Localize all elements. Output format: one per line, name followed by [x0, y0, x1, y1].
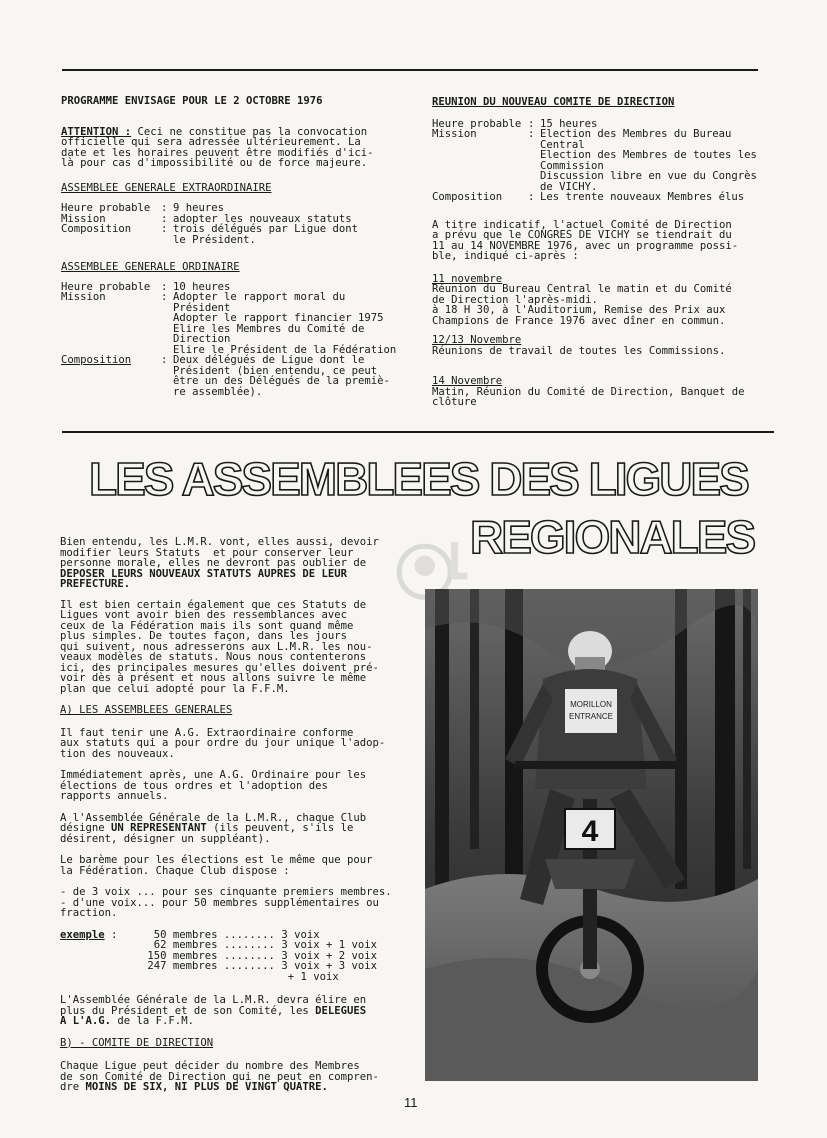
- ago-paragraph: Immédiatement après, une A.G. Ordinaire pour les élections de tous ordres et l'adoption des rapports annuels.: [60, 769, 367, 802]
- section-b-title: B) - COMITE DE DIRECTION: [60, 1036, 214, 1049]
- kv-key: Composition: [61, 354, 132, 366]
- date-12-title: 12/13 Novembre: [432, 334, 522, 346]
- kv-colon: :: [161, 202, 168, 214]
- kv-row: [61, 355, 406, 397]
- exemple-colon: :: [104, 928, 118, 941]
- exemple-rows: [141, 930, 377, 983]
- exemple-row: 50 membres ........ 3 voix: [141, 928, 320, 941]
- attention-line1: Ceci ne constitue pas la convocation: [131, 125, 368, 138]
- kv-key: Mission: [432, 128, 477, 140]
- kv-colon: :: [161, 223, 168, 235]
- kv-value: Adopter le rapport moral du Président Adopter le rapport financier 1975 Elire les Membres du Comité de Direction Elire le Président de la Fédération: [173, 291, 397, 356]
- kv-colon: :: [161, 212, 168, 225]
- exemple-row: 247 membres ........ 3 voix + 3 voix + 1 voix: [147, 960, 377, 983]
- representant-emphasis: UN REPRESENTANT: [111, 822, 207, 834]
- svg-text:ENTRANCE: ENTRANCE: [568, 712, 614, 721]
- kv-key: Composition: [432, 191, 503, 203]
- photo-illustration: [425, 589, 758, 1081]
- reunion-table: [432, 119, 772, 203]
- kv-key: Mission: [61, 212, 106, 225]
- kv-key: Heure probable: [61, 202, 151, 214]
- intro-emphasis: DEPOSER LEURS NOUVEAUX STATUTS AUPRES DE LEUR PREFECTURE.: [60, 567, 348, 590]
- kv-colon: :: [161, 280, 168, 293]
- kv-row: [432, 129, 772, 192]
- ago-table: [61, 282, 406, 398]
- comite-emphasis: MOINS DE SIX, NI PLUS DE VINGT QUATRE.: [85, 1081, 328, 1093]
- vest-text: MORILLON: [570, 700, 612, 709]
- kv-value: 15 heures: [540, 117, 598, 130]
- exemple-row: 62 membres ........ 3 voix + 1 voix: [141, 939, 377, 951]
- programme-column: [61, 96, 406, 397]
- intro-paragraph: Bien entendu, les L.M.R. vont, elles aussi, devoir modifier leurs Statuts et pour conserver leur personne morale, elles ne devront pas oublier de: [60, 536, 379, 569]
- section-a-title: A) LES ASSEMBLEES GENERALES: [60, 704, 233, 716]
- kv-value: Deux délégués de Ligue dont le Président (bien entendu, ce peut être un des Délégués de la premiè- re assemblée).: [173, 354, 390, 398]
- programme-title: PROGRAMME ENVISAGE POUR LE 2 OCTOBRE 1976: [61, 95, 323, 107]
- date-12-text: Réunions de travail de toutes les Commissions.: [432, 344, 726, 357]
- exemple-label: exemple: [60, 928, 105, 941]
- age-table: [61, 203, 406, 245]
- delegues-text-end: de la F.F.M.: [111, 1015, 194, 1027]
- kv-colon: :: [161, 291, 168, 303]
- ligues-article: [60, 537, 420, 1093]
- kv-row: [61, 203, 406, 214]
- top-rule: [62, 69, 758, 71]
- date-11-text: Réunion du Bureau Central le matin et du Comité de Direction l'après-midi. à 18 H 30, à l'Auditorium, Remise des Prix aux Champions de France 1976 avec dîner en commun.: [432, 283, 732, 327]
- representant-paragraph: [60, 813, 420, 845]
- kv-colon: :: [528, 117, 535, 130]
- kv-value: 10 heures: [173, 280, 231, 293]
- kv-value: 9 heures: [173, 202, 225, 214]
- delegues-emphasis: DELEGUES A L'A.G.: [60, 1004, 367, 1027]
- reunion-column: [432, 97, 772, 408]
- trial-rider-photo: [425, 589, 758, 1081]
- bareme-paragraph: Le barème pour les élections est le même que pour la Fédération. Chaque Club dispose :: [60, 854, 373, 877]
- representant-text: A l'Assemblée Générale de la L.M.R., chaque Club désigne: [60, 811, 367, 834]
- kv-value: trois délégués par Ligue dont le Président.: [173, 223, 358, 246]
- delegues-text: L'Assemblée Générale de la L.M.R. devra élire en plus du Président et de son Comité, les: [60, 994, 367, 1017]
- kv-colon: :: [528, 128, 535, 140]
- delegues-paragraph: [60, 995, 420, 1027]
- kv-row: [432, 192, 772, 203]
- kv-value: adopter les nouveaux statuts: [173, 212, 352, 225]
- exemple-block: [60, 930, 420, 983]
- kv-colon: :: [161, 354, 168, 366]
- headline-line2: REGIONALES: [470, 511, 755, 563]
- kv-key: Mission: [61, 291, 106, 303]
- exemple-label-wrap: [60, 930, 141, 983]
- statuts-paragraph: Il est bien certain également que ces Statuts de Ligues vont avoir bien des ressemblances avec ceux de la Fédération mais ils sont quand même plus simples. De toutes façon, dans les jours qui suivent, nous adresserons aux L.M.R. les nou- veaux modèles de statuts. Nous nous contenterons ici, des principales mesures qu'elles doivent pré- voir dès à présent et nous allons suivre le même plan que celui adopté pour la F.F.M.: [60, 598, 379, 695]
- reunion-title: REUNION DU NOUVEAU COMITE DE DIRECTION: [432, 96, 675, 108]
- indicatif-paragraph: A titre indicatif, l'actuel Comité de Direction a prévu que le CONGRES DE VICHY se tiendrait du 11 au 14 NOVEMBRE 1976, avec un programme possi- ble, indiqué ci-après :: [432, 218, 739, 262]
- date-14-text: Matin, Réunion du Comité de Direction, Banquet de clôture: [432, 385, 745, 408]
- age-title: ASSEMBLEE GENERALE EXTRAORDINAIRE: [61, 181, 272, 194]
- attention-label: ATTENTION :: [61, 125, 132, 138]
- kv-value: Election des Membres du Bureau Central Election des Membres de toutes les Commission Discussion libre en vue du Congrès de VICHY.: [540, 128, 757, 193]
- representant-text-end: (ils peuvent, s'ils le désirent, désigner un suppléant).: [60, 822, 354, 845]
- comite-text: Chaque Ligue peut décider du nombre des Membres de son Comité de Direction qui ne peut en compren- dre: [60, 1060, 379, 1093]
- ago-title: ASSEMBLEE GENERALE ORDINAIRE: [61, 261, 240, 273]
- exemple-row: 150 membres ........ 3 voix + 2 voix: [141, 949, 377, 962]
- voix-rules: - de 3 voix ... pour ses cinquante premiers membres. - d'une voix... pour 50 membres supplémentaires ou fraction.: [60, 886, 392, 919]
- headline-line1: LES ASSEMBLEES DES LIGUES: [89, 453, 748, 505]
- bib-number: 4: [581, 815, 599, 848]
- kv-colon: :: [528, 191, 535, 203]
- age-paragraph: Il faut tenir une A.G. Extraordinaire conforme aux statuts qui a pour ordre du jour unique l'adop- tion des nouveaux.: [60, 726, 386, 760]
- kv-row: [61, 292, 406, 355]
- attention-rest: officielle qui sera adressée ultérieurement. La date et les horaires peuvent être modifiés d'ici- là pour cas d'impossibilité ou de force majeure.: [61, 136, 374, 169]
- comite-paragraph: [60, 1061, 420, 1093]
- date-14-title: 14 Novembre: [432, 375, 503, 387]
- date-11-title: 11 novembre: [432, 272, 503, 285]
- kv-row: [61, 224, 406, 245]
- kv-key: Composition: [61, 223, 132, 235]
- kv-key: Heure probable: [61, 280, 151, 293]
- kv-value: Les trente nouveaux Membres élus: [540, 191, 745, 203]
- kv-key: Heure probable: [432, 117, 522, 130]
- page-number: 11: [404, 1095, 418, 1110]
- middle-rule: [62, 431, 774, 433]
